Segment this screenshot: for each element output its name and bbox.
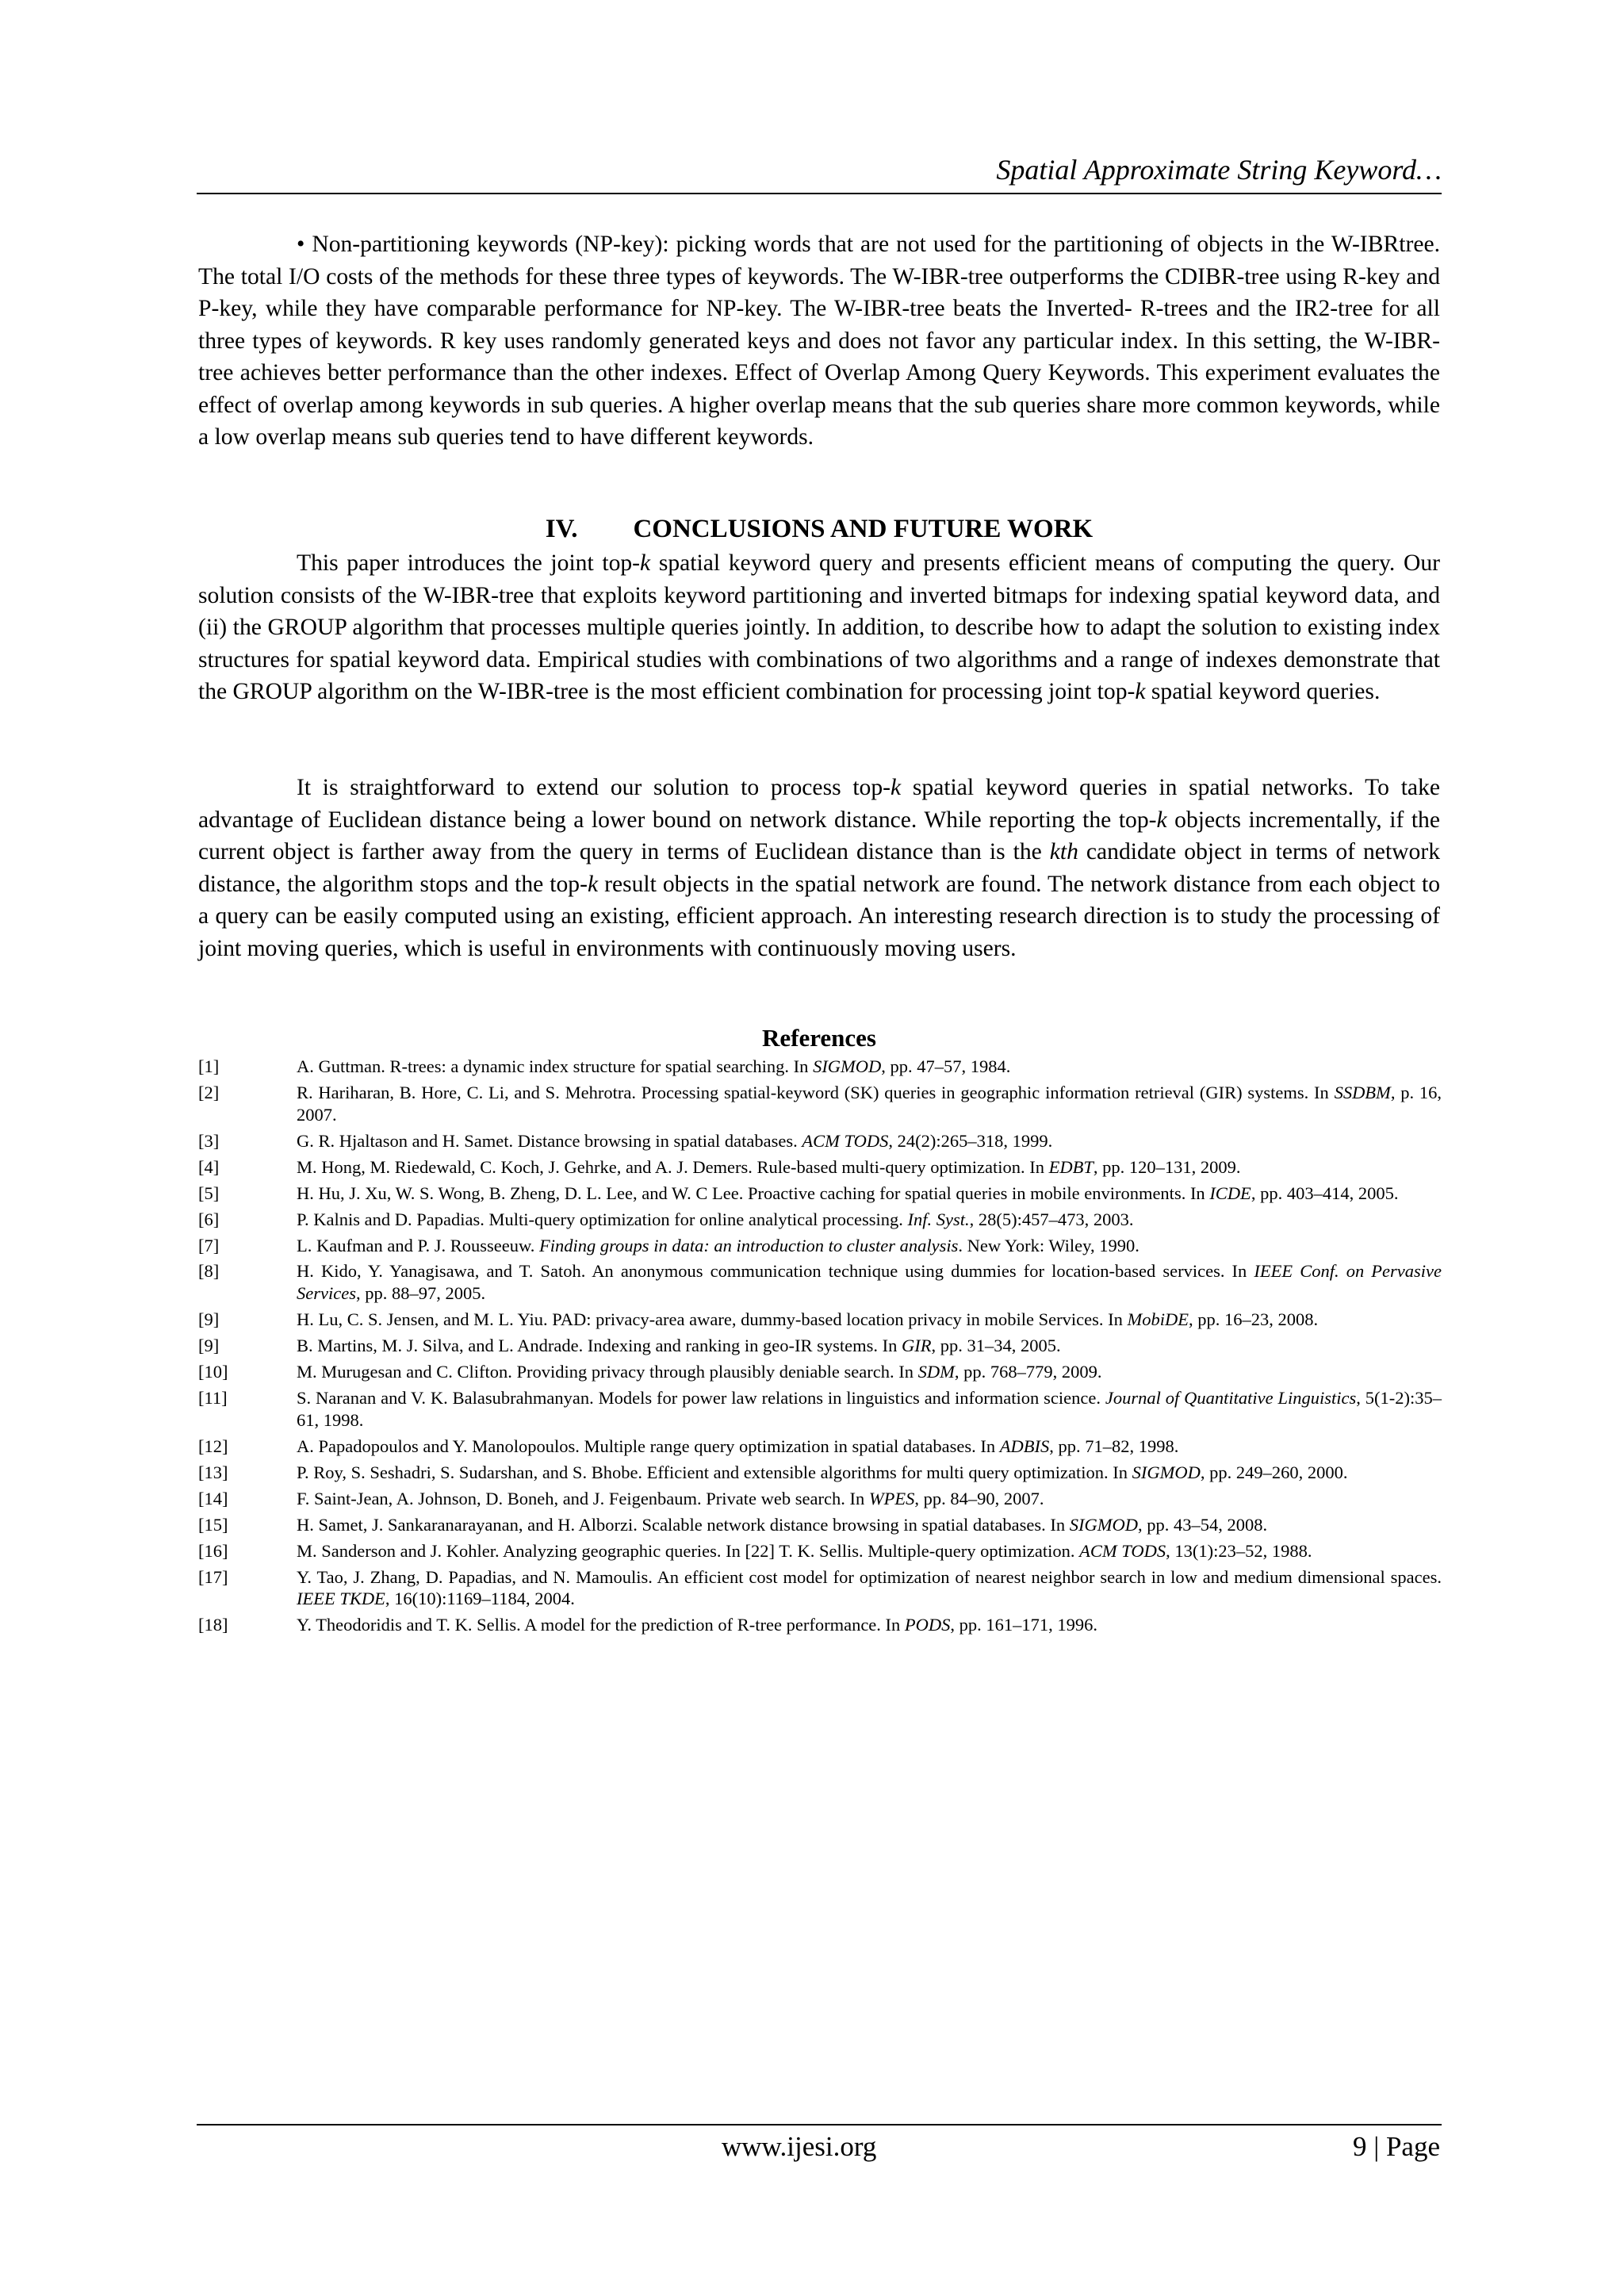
reference-number: [11] [198,1388,228,1409]
text-run: , pp. 16–23, 2008. [1188,1309,1319,1330]
text-run: , pp. 47–57, 1984. [881,1056,1011,1076]
reference-venue: WPES [868,1488,915,1508]
reference-text [297,1182,1442,1205]
text-run: A. Guttman. R-trees: a dynamic index structure for spatial searching. In [297,1056,814,1076]
text-run: , pp. 31–34, 2005. [931,1336,1061,1356]
text-run: H. Lu, C. S. Jensen, and M. L. Yiu. PAD: privacy-area aware, dummy-based location privacy in mobile Services. In [297,1309,1128,1330]
reference-item [198,1435,1442,1458]
reference-venue: ACM TODS [1079,1540,1166,1561]
reference-text [297,1082,1442,1125]
text-run: F. Saint-Jean, A. Johnson, D. Boneh, and J. Feigenbaum. Private web search. In [297,1488,869,1508]
reference-list [198,1056,1442,1640]
text-run: , 5(1-2):35–61, 1998. [297,1388,1442,1430]
text-run: H. Hu, J. Xu, W. S. Wong, B. Zheng, D. L. Lee, and W. C Lee. Proactive caching for spatial queries in mobile environments. In [297,1182,1210,1203]
italic-run: k [1135,679,1146,704]
reference-number: [9] [198,1309,220,1330]
text-run: candidate object in terms of network distance, the algorithm stops and the top- [198,839,1440,897]
reference-number: [12] [198,1435,228,1456]
reference-venue: IEEE TKDE [297,1589,385,1609]
text-run: , pp. 43–54, 2008. [1137,1514,1268,1535]
reference-item [198,1260,1442,1304]
reference-item [198,1614,1442,1636]
reference-text [297,1309,1442,1331]
reference-number: [3] [198,1130,220,1151]
reference-text [297,1260,1442,1304]
reference-venue: Finding groups in data: an introduction to cluster analysis [539,1235,959,1255]
italic-run: kth [1049,839,1078,864]
reference-text [297,1435,1442,1458]
text-run: , pp. 768–779, 2009. [954,1362,1102,1382]
reference-number: [7] [198,1235,220,1255]
text-run: Y. Theodoridis and T. K. Sellis. A model for the prediction of R-tree performance. In [297,1615,905,1635]
reference-item [198,1156,1442,1179]
text-run: , pp. 88–97, 2005. [355,1283,486,1304]
italic-run: k [640,550,651,576]
text-run: S. Naranan and V. K. Balasubrahmanyan. Models for power law relations in linguistics and information science. [297,1388,1105,1409]
text-run: This paper introduces the joint top- [297,550,641,576]
italic-run: k [587,871,599,897]
reference-venue: Inf. Syst. [907,1209,970,1229]
text-run: H. Samet, J. Sankaranarayanan, and H. Alborzi. Scalable network distance browsing in spatial databases. In [297,1514,1070,1535]
text-run: , pp. 84–90, 2007. [914,1488,1044,1508]
section-heading [198,513,1440,545]
reference-item [198,1056,1442,1078]
reference-item [198,1462,1442,1484]
text-run: objects incrementally, if the current object is farther away from the query in terms of Euclidean distance than is the [198,807,1440,864]
reference-item [198,1540,1442,1562]
text-run: spatial keyword queries in spatial networks. To take advantage of Euclidean distance being a lower bound on network distance. While reporting the top- [198,775,1440,833]
reference-venue: SSDBM [1334,1082,1391,1102]
body-paragraph-3 [198,772,1440,964]
reference-number: [16] [198,1540,228,1561]
reference-text [297,1387,1442,1431]
reference-text [297,1209,1442,1231]
reference-item [198,1209,1442,1231]
section-title-text: CONCLUSIONS AND FUTURE WORK [633,515,1094,543]
text-run: , pp. 120–131, 2009. [1093,1156,1241,1177]
text-run: , pp. 403–414, 2005. [1251,1182,1399,1203]
text-run: spatial keyword queries. [1145,679,1381,704]
reference-number: [10] [198,1362,228,1382]
italic-run: k [891,775,902,800]
text-run: M. Murugesan and C. Clifton. Providing privacy through plausibly deniable search. In [297,1362,918,1382]
text-run: G. R. Hjaltason and H. Samet. Distance browsing in spatial databases. [297,1130,802,1151]
reference-item [198,1387,1442,1431]
reference-venue: GIR [902,1336,932,1356]
reference-item [198,1235,1442,1257]
text-run: P. Kalnis and D. Papadias. Multi-query optimization for online analytical processing. [297,1209,908,1229]
reference-item [198,1182,1442,1205]
text-run: It is straightforward to extend our solution to process top- [297,775,891,800]
reference-number: [5] [198,1182,220,1203]
text-run: , 16(10):1169–1184, 2004. [385,1589,575,1609]
paragraph-text [198,547,1440,708]
reference-number: [9] [198,1336,220,1356]
text-run: A. Papadopoulos and Y. Manolopoulos. Multiple range query optimization in spatial databases. In [297,1435,1000,1456]
footer-page-number: 9 | Page [1352,2131,1440,2162]
reference-venue: SIGMOD [813,1056,882,1076]
reference-text [297,1488,1442,1510]
text-run: , pp. 71–82, 1998. [1049,1435,1179,1456]
italic-run: k [1156,807,1167,833]
reference-venue: SIGMOD [1069,1514,1138,1535]
reference-venue: ADBIS [999,1435,1050,1456]
reference-venue: SIGMOD [1132,1462,1201,1482]
reference-text [297,1156,1442,1179]
reference-number: [14] [198,1488,228,1508]
text-run: B. Martins, M. J. Silva, and L. Andrade. Indexing and ranking in geo-IR systems. In [297,1336,902,1356]
text-run: , 24(2):265–318, 1999. [888,1130,1053,1151]
reference-venue: MobiDE [1127,1309,1189,1330]
reference-text [297,1361,1442,1383]
reference-item [198,1514,1442,1536]
body-paragraph-2 [198,547,1440,708]
text-run: , 28(5):457–473, 2003. [969,1209,1134,1229]
reference-venue: SDM [917,1362,955,1382]
reference-text [297,1614,1442,1636]
text-run: spatial keyword query and presents efficient means of computing the query. Our solution consists of the W-IBR-tree that exploits keyword partitioning and inverted bitmaps for indexing spatial keyword data, and (ii) the GROUP algorithm that processes multiple queries jointly. In addition, to describe how to adapt the solution to existing index structures for spatial keyword data. Empirical studies with combinations of two algorithms and a range of indexes demonstrate that the GROUP algorithm on the W-IBR-tree is the most efficient combination for processing joint top- [198,550,1440,704]
reference-venue: EDBT [1048,1156,1094,1177]
text-run: R. Hariharan, B. Hore, C. Li, and S. Mehrotra. Processing spatial-keyword (SK) queries in geographic information retrieval (GIR) systems. In [297,1082,1335,1102]
reference-number: [15] [198,1514,228,1535]
reference-item [198,1566,1442,1610]
reference-text [297,1566,1442,1610]
text-run: , p. 16, 2007. [297,1082,1442,1125]
text-run: M. Hong, M. Riedewald, C. Koch, J. Gehrke, and A. J. Demers. Rule-based multi-query optimization. In [297,1156,1049,1177]
text-run: , pp. 249–260, 2000. [1200,1462,1348,1482]
text-run: Y. Tao, J. Zhang, D. Papadias, and N. Mamoulis. An efficient cost model for optimization of nearest neighbor search in low and medium dimensional spaces. [297,1566,1442,1587]
paragraph-text: • Non-partitioning keywords (NP-key): picking words that are not used for the partitioning of objects in the W-IBRtree. The total I/O costs of the methods for these three types of keywords. The W-IBR-tree outperforms the CDIBR-tree using R-key and P-key, while they have comparable performance for NP-key. The W-IBR-tree beats the Inverted- R-trees and the IR2-tree for all three types of keywords. R key uses randomly generated keys and does not favor any particular index. In this setting, the W-IBR-tree achieves better performance than the other indexes. Effect of Overlap Among Query Keywords. This experiment evaluates the effect of overlap among keywords in sub queries. A higher overlap means that the sub queries share more common keywords, while a low overlap means sub queries tend to have different keywords. [198,232,1440,450]
reference-text [297,1514,1442,1536]
reference-text [297,1540,1442,1562]
text-run: L. Kaufman and P. J. Rousseeuw. [297,1235,540,1255]
text-run: . New York: Wiley, 1990. [958,1235,1139,1255]
text-run: H. Kido, Y. Yanagisawa, and T. Satoh. An anonymous communication technique using dummies for location-based services. In [297,1261,1254,1282]
reference-number: [2] [198,1082,220,1102]
text-run: result objects in the spatial network are found. The network distance from each object to a query can be easily computed using an existing, efficient approach. An interesting research direction is to study the processing of joint moving queries, which is useful in environments with continuously moving users. [198,871,1440,961]
footer-rule [197,2124,1442,2125]
footer-url: www.ijesi.org [722,2131,877,2162]
reference-number: [4] [198,1156,220,1177]
header-rule [197,193,1442,194]
references-heading: References [761,1024,876,1052]
reference-item [198,1082,1442,1125]
reference-venue: PODS [904,1615,951,1635]
reference-venue: ACM TODS [802,1130,889,1151]
reference-number: [13] [198,1462,228,1482]
text-run: P. Roy, S. Seshadri, S. Sudarshan, and S. Bhobe. Efficient and extensible algorithms for multi query optimization. In [297,1462,1132,1482]
reference-item [198,1130,1442,1152]
reference-text [297,1462,1442,1484]
text-run: , 13(1):23–52, 1988. [1166,1540,1312,1561]
reference-text [297,1130,1442,1152]
reference-venue: ICDE [1209,1182,1251,1203]
reference-venue: Journal of Quantitative Linguistics [1105,1388,1357,1409]
reference-item [198,1361,1442,1383]
reference-text [297,1056,1442,1078]
reference-number: [17] [198,1566,228,1587]
body-paragraph-1 [198,228,1440,454]
paragraph-text [198,772,1440,964]
reference-venue: IEEE Conf. on Pervasive Services [297,1261,1442,1304]
reference-number: [18] [198,1615,228,1635]
text-run: M. Sanderson and J. Kohler. Analyzing geographic queries. In [22] T. K. Sellis. Multiple-query optimization. [297,1540,1080,1561]
reference-number: [1] [198,1056,220,1076]
reference-number: [8] [198,1261,220,1282]
running-head: Spatial Approximate String Keyword… [996,154,1442,186]
reference-item [198,1335,1442,1357]
section-number: IV. [545,515,578,543]
reference-number: [6] [198,1209,220,1229]
reference-text [297,1235,1442,1257]
reference-item [198,1488,1442,1510]
reference-text [297,1335,1442,1357]
reference-item [198,1309,1442,1331]
text-run: , pp. 161–171, 1996. [950,1615,1098,1635]
